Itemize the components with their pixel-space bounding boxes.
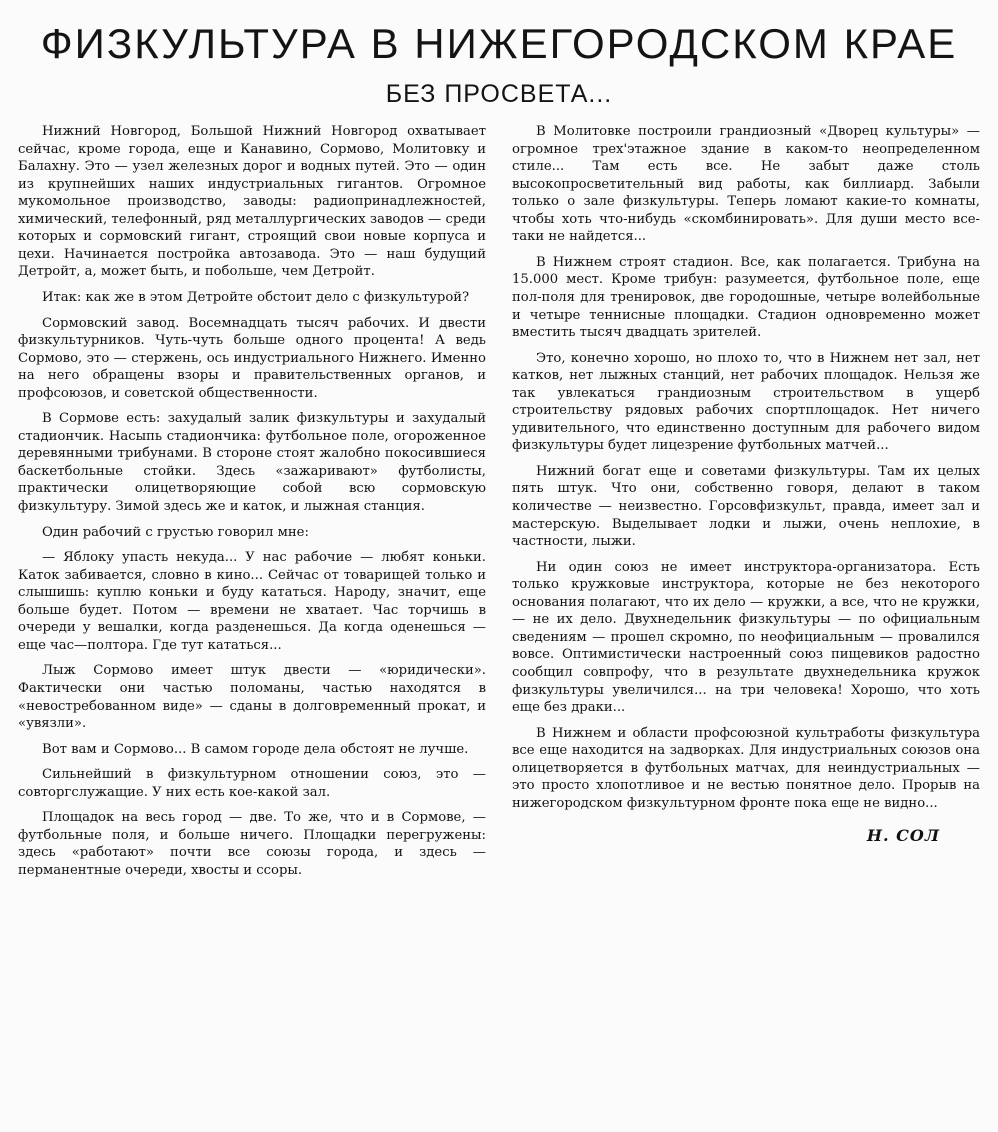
paragraph: Это, конечно хорошо, но плохо то, что в Нижнем нет зал, нет катков, нет лыжных станций, нет рабочих площадок. Нельзя же так увлекаться грандиозным строительством в ущерб строительству рядовых рабочих спортплощадок. Нет ничего удивительного, что единственно доступным для рабочего видом физкультуры будет лицезрение футбольных матчей... bbox=[512, 350, 980, 454]
paragraph: Сормовский завод. Восемнадцать тысяч рабочих. И двести физкультурников. Чуть-чуть больше одного процента! А ведь Сормово, это — стержень, ось индустриального Нижнего. Именно на него обращены взоры и правительственных органов, и профсоюзов, и советской общественности. bbox=[18, 315, 486, 401]
paragraph: Ни один союз не имеет инструктора-организатора. Есть только кружковые инструктора, которые не без некоторого основания полагают, что их дело — кружки, а все, что не кружки, — не их дело. Двухнедельник физкультуры — по официальным сведениям — прошел скромно, по неофициальным — провалился вовсе. Оптимистически настроенный союз пищевиков радостно сообщил совпрофу, что в результате двухнедельника кружок физкультуры увеличился... на три человека! Хорошо, что хоть еще без драки... bbox=[512, 559, 980, 716]
paragraph: В Молитовке построили грандиозный «Дворец культуры» — огромное трех'этажное здание в каком-то неопределенном стиле... Там есть все. Не забыт даже столь высокопросветительный вид работы, как биллиард. Забыли только о зале физкультуры. Теперь ломают какие-то комнаты, чтобы хоть что-нибудь «скомбинировать». Для души место все-таки не найдется... bbox=[512, 124, 980, 245]
headline: ФИЗКУЛЬТУРА В НИЖЕГОРОДСКОМ КРАЕ bbox=[40, 20, 958, 67]
paragraph: Нижний Новгород, Большой Нижний Новгород охватывает сейчас, кроме города, еще и Канавино, Сормово, Молитовку и Балахну. Это — узел железных дорог и водных путей. Это — один из крупнейших наших индустриальных гигантов. Огромное мукомольное производство, заводы: радиопринадлежностей, химический, телефонный, ряд металлургических заводов — среди которых и сормовский гигант, строящий свои новые корпуса и цехи. Начинается постройка автозавода. Это — наш будущий Детройт, а, может быть, и побольше, чем Детройт. bbox=[18, 124, 486, 280]
paragraph: В Нижнем и области профсоюзной культработы физкультура все еще находится на задворках. Для индустриальных союзов она олицетворяется в футбольных матчах, для неиндустриальных — это просто хлопотливое и не вестью понятное дело. Прорыв на нижегородском физкультурном фронте пока еще не видно... bbox=[512, 725, 980, 811]
paragraph: В Сормове есть: захудалый залик физкультуры и захудалый стадиончик. Насыпь стадиончика: футбольное поле, огороженное деревянными трибунами. В стороне стоят жалобно покосившиеся баскетбольные стойки. Здесь «зажаривают» футболисты, практически олицетворяющие собой всю сормовскую физкультуру. Зимой здесь же и каток, и лыжная станция. bbox=[18, 411, 486, 515]
paragraph: Сильнейший в физкультурном отношении союз, это — совторгслужащие. У них есть кое-какой зал. bbox=[18, 767, 486, 800]
paragraph: Площадок на весь город — две. То же, что и в Сормове, — футбольные поля, и больше ничего. Площадки перегружены: здесь «работают» почти все союзы города, и здесь — перманентные очереди, хвосты и ссоры. bbox=[18, 810, 486, 878]
author-signature: Н. СОЛ bbox=[866, 826, 940, 846]
paragraph: Итак: как же в этом Детройте обстоит дело с физкультурой? bbox=[42, 290, 470, 306]
left-column bbox=[18, 123, 486, 887]
paragraph: Лыж Сормово имеет штук двести — «юридически». Фактически они частью поломаны, частью находятся в «невостребованном виде» — сданы в долговременный прокат, и «увязли». bbox=[18, 663, 486, 732]
paragraph: Нижний богат еще и советами физкультуры. Там их целых пять штук. Что они, собственно говоря, делают в таком количестве — неизвестно. Горсовфизкульт, правда, имеет зал и мастерскую. Выделывает лодки и лыжи, очень неплохие, в частности, лыжи. bbox=[512, 463, 980, 550]
article-columns bbox=[18, 123, 980, 887]
paragraph: Один рабочий с грустью говорил мне: bbox=[42, 524, 309, 540]
paragraph: В Нижнем строят стадион. Все, как полагается. Трибуна на 15.000 мест. Кроме трибун: разумеется, футбольное поле, еще пол-поля для тренировок, две городошные, четыре волейбольные и четыре теннисные площадки. Стадион одновременно может вместить тысяч двадцать зрителей. bbox=[512, 254, 980, 341]
right-column bbox=[512, 123, 980, 845]
paragraph: Вот вам и Сормово... В самом городе дела обстоят не лучше. bbox=[42, 741, 469, 757]
paragraph: — Яблоку упасть некуда... У нас рабочие — любят коньки. Каток забивается, словно в кино... Сейчас от товарищей только и слышишь: куплю коньки и буду кататься. Народу, значит, еще больше будет. Потом — времени не хватает. Час торчишь в очереди у вешалки, когда разденешься. Да когда оденешься — еще час—полтора. Где тут кататься... bbox=[18, 550, 486, 653]
subheadline: БЕЗ ПРОСВЕТА... bbox=[385, 80, 613, 109]
